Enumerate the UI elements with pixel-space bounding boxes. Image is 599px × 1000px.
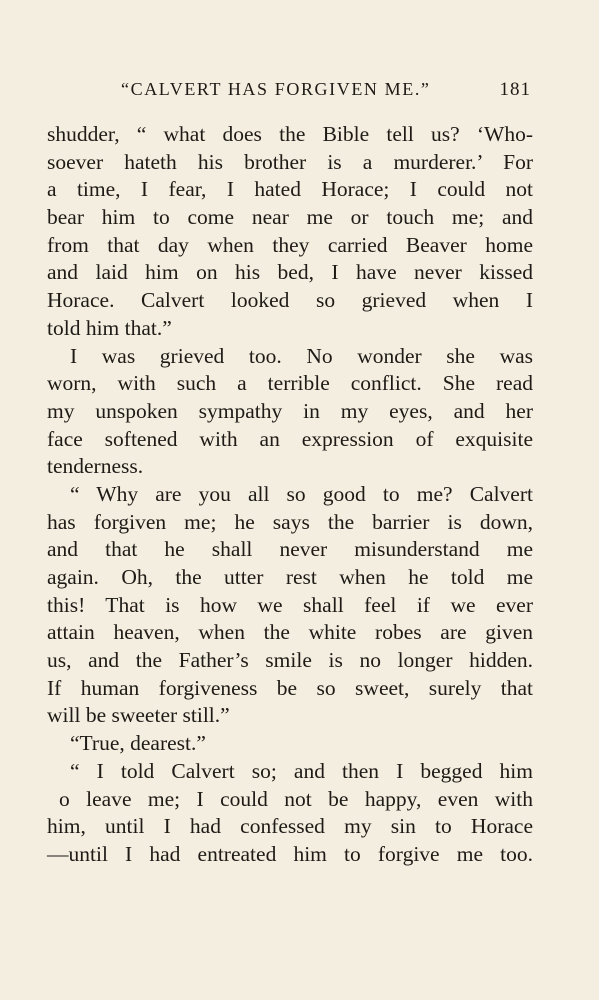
- page-number: 181: [499, 79, 531, 100]
- text-line: o leave me; I could not be happy, even with: [59, 786, 533, 811]
- text-line: Horace. Calvert looked so grieved when I: [47, 288, 533, 313]
- text-line: face softened with an expression of exquisite: [47, 426, 533, 451]
- text-line: soever hateth his brother is a murderer.’ For: [47, 149, 533, 174]
- text-line: will be sweeter still.”: [47, 703, 230, 728]
- running-title: “CALVERT HAS FORGIVEN ME.”: [121, 79, 431, 99]
- text-line: worn, with such a terrible conflict. She read: [47, 371, 533, 396]
- text-line: shudder, “ what does the Bible tell us? ‘Who-: [47, 122, 533, 146]
- running-head: [47, 79, 531, 105]
- text-line: told him that.”: [47, 315, 172, 340]
- text-line: —until I had entreated him to forgive me too.: [47, 841, 533, 866]
- text-line: my unspoken sympathy in my eyes, and her: [47, 398, 533, 423]
- text-line: “ Why are you all so good to me? Calvert: [70, 481, 533, 506]
- text-line: and that he shall never misunderstand me: [47, 537, 533, 562]
- text-line: If human forgiveness be so sweet, surely that: [47, 675, 533, 700]
- text-line: I was grieved too. No wonder she was: [70, 343, 533, 368]
- text-line: “True, dearest.”: [70, 731, 206, 756]
- text-line: a time, I fear, I hated Horace; I could not: [47, 177, 533, 202]
- text-line: and laid him on his bed, I have never kissed: [47, 260, 533, 285]
- text-line: attain heaven, when the white robes are given: [47, 620, 533, 645]
- text-line: has forgiven me; he says the barrier is down,: [47, 509, 533, 534]
- text-line: from that day when they carried Beaver home: [47, 232, 533, 257]
- body-text: [47, 121, 533, 869]
- text-line: him, until I had confessed my sin to Horace: [47, 814, 533, 839]
- text-line: this! That is how we shall feel if we ever: [47, 592, 533, 617]
- text-line: us, and the Father’s smile is no longer hidden.: [47, 648, 533, 673]
- text-line: “ I told Calvert so; and then I begged him: [70, 758, 533, 783]
- text-line: tenderness.: [47, 454, 144, 479]
- text-line: bear him to come near me or touch me; and: [47, 205, 533, 230]
- text-line: again. Oh, the utter rest when he told me: [47, 565, 533, 589]
